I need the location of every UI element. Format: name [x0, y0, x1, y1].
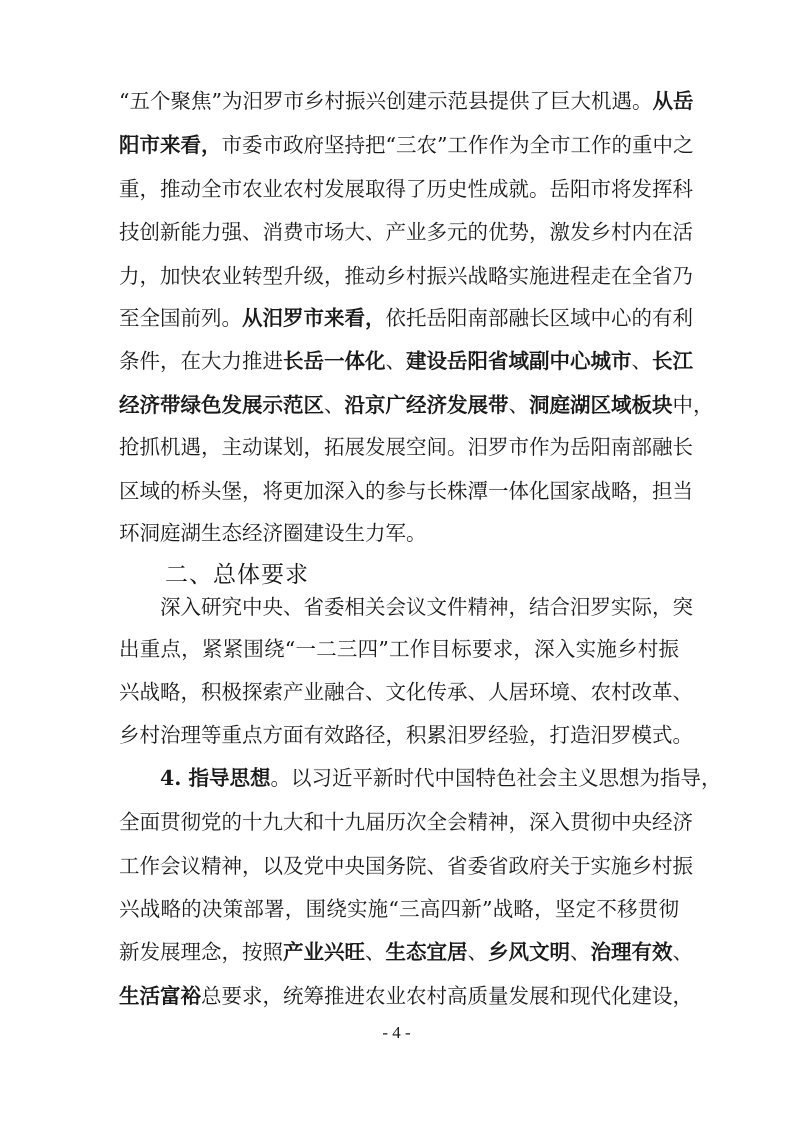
text-segment: 、: [631, 349, 652, 373]
text-line: [119, 982, 693, 1010]
text-segment: 环洞庭湖生态经济圈建设生力军。: [119, 521, 427, 545]
text-line: [119, 391, 714, 419]
text-segment: 依托岳阳南部融长区域中心的有利: [385, 306, 693, 330]
text-line: [119, 433, 693, 461]
text-segment: 总要求，统筹推进农业农村高质量发展和现代化建设，: [201, 984, 693, 1008]
text-segment: 、: [570, 940, 591, 964]
text-segment: 、: [385, 349, 406, 373]
text-line: [160, 764, 722, 792]
text-segment: “五个聚焦”为汨罗市乡村振兴创建示范县提供了巨大机遇。: [119, 89, 653, 113]
text-segment: 中，: [672, 393, 714, 417]
text-segment: 、: [324, 393, 345, 417]
section-heading: 二、总体要求: [165, 562, 309, 588]
bold-text: 长江: [652, 349, 693, 373]
text-line: [119, 808, 693, 836]
text-segment: 力，加快农业转型升级，推动乡村振兴战略实施进程走在全省乃: [119, 264, 693, 288]
text-segment: 深入研究中央、省委相关会议文件精神，结合汨罗实际，突: [160, 595, 693, 619]
text-segment: 、: [467, 940, 488, 964]
bold-text: 建设岳阳省域副中心城市: [406, 349, 632, 373]
text-line: [119, 262, 693, 290]
text-line: [119, 347, 693, 375]
text-segment: 抢抓机遇，主动谋划，拓展发展空间。汨罗市作为岳阳南部融长: [119, 435, 693, 459]
text-segment: 、: [365, 940, 386, 964]
text-line: [160, 593, 693, 621]
text-segment: 至全国前列。: [119, 306, 242, 330]
bold-text: 治理有效: [590, 940, 673, 964]
bold-text: 产业兴旺: [283, 940, 365, 964]
text-segment: 乡村治理等重点方面有效路径，积累汨罗经验，打造汨罗模式。: [119, 723, 693, 747]
text-segment: 工作会议精神，以及党中央国务院、省委省政府关于实施乡村振: [119, 854, 693, 878]
text-line: [119, 477, 693, 505]
text-segment: 、: [672, 940, 693, 964]
text-segment: 重，推动全市农业农村发展取得了历史性成就。岳阳市将发挥科: [119, 177, 693, 201]
text-segment: 新发展理念，按照: [119, 940, 283, 964]
bold-text: 洞庭湖区域板块: [529, 393, 673, 417]
text-segment: 兴战略，积极探索产业融合、文化传承、人居环境、农村改革、: [119, 680, 693, 704]
text-line: [119, 895, 679, 923]
text-segment: 。以习近平新时代中国特色社会主义思想为指导，: [270, 766, 722, 790]
text-segment: 技创新能力强、消费市场大、产业多元的优势，激发乡村内在活: [119, 220, 693, 244]
text-line: [119, 304, 693, 332]
bold-text: 沿京广经济发展带: [344, 393, 509, 417]
bold-text: 从汨罗市来看，: [242, 306, 386, 330]
bold-text: 经济带绿色发展示范区: [119, 393, 324, 417]
text-line: [119, 938, 693, 966]
page-number: - 4 -: [382, 1023, 411, 1042]
text-segment: 出重点，紧紧围绕“一二三四”工作目标要求，深入实施乡村振: [119, 637, 679, 661]
text-line: [119, 175, 693, 203]
bold-text: 生活富裕: [119, 984, 201, 1008]
bold-text: 乡风文明: [488, 940, 570, 964]
text-line: [119, 87, 694, 115]
text-line: [119, 721, 693, 749]
text-segment: 市委市政府坚持把“三农”工作作为全市工作的重中之: [221, 133, 694, 157]
bold-text: 从岳: [652, 89, 694, 113]
bold-text: 4. 指导思想: [160, 766, 271, 790]
bold-text: 阳市来看，: [119, 133, 222, 157]
bold-text: 生态宜居: [385, 940, 468, 964]
text-line: [119, 852, 693, 880]
text-segment: 全面贯彻党的十九大和十九届历次全会精神，深入贯彻中央经济: [119, 810, 693, 834]
text-segment: 区域的桥头堡，将更加深入的参与长株潭一体化国家战略，担当: [119, 479, 693, 503]
text-line: [119, 131, 694, 159]
text-segment: 条件，在大力推进: [119, 349, 283, 373]
text-line: [119, 635, 679, 663]
text-segment: 、: [508, 393, 529, 417]
text-line: [119, 678, 693, 706]
text-line: [119, 218, 693, 246]
text-segment: 兴战略的决策部署，围绕实施“三高四新”战略，坚定不移贯彻: [119, 897, 679, 921]
bold-text: 长岳一体化: [283, 349, 386, 373]
text-line: [119, 519, 679, 547]
